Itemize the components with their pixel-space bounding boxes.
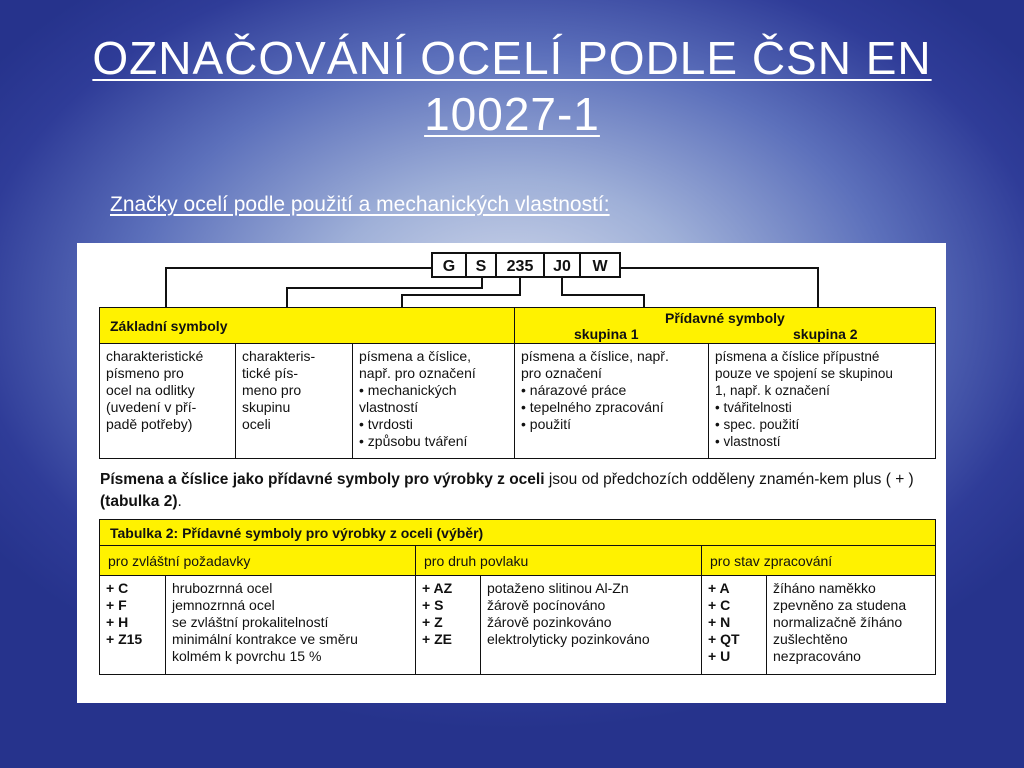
code-box-235: 235 <box>495 252 545 278</box>
table2-header-treatment <box>701 545 936 576</box>
code-box-j0: J0 <box>543 252 581 278</box>
connector-g-v <box>165 267 167 307</box>
table2-title-text: Tabulka 2: Přídavné symboly pro výrobky z oceli (výběr) <box>110 525 484 541</box>
connector-s-h <box>286 287 483 289</box>
note-end: . <box>177 493 182 510</box>
header-special-text: pro zvláštní požadavky <box>108 553 251 569</box>
table2-title <box>99 519 936 546</box>
additional-col-group2: písmena a číslice přípustné pouze ve spojení se skupinou 1, např. k označení • tvářitelnosti • spec. použití • vlastností <box>708 343 936 459</box>
coating-codes: + AZ + S + Z + ZE <box>415 575 481 675</box>
treatment-codes: + A + C + N + QT + U <box>701 575 767 675</box>
connector-j0-h <box>561 294 645 296</box>
treatment-descriptions: žíháno naměkko zpevněno za studena normalizačně žíháno zušlechtěno nezpracováno <box>766 575 936 675</box>
slide-title <box>40 30 984 142</box>
special-descriptions: hrubozrnná ocel jemnozrnná ocel se zvláštní prokalitelností minimální kontrakce ve směru kolmém k povrchu 15 % <box>165 575 416 675</box>
connector-w-v <box>817 267 819 307</box>
code-box-g: G <box>431 252 467 278</box>
steel-designation-figure <box>77 243 946 703</box>
title-line-1: OZNAČOVÁNÍ OCELÍ PODLE ČSN EN <box>92 32 932 84</box>
code-box-s: S <box>465 252 497 278</box>
basic-col-group: charakteris- tické pís- meno pro skupinu oceli <box>235 343 353 459</box>
additional-col-group1: písmena a číslice, např. pro označení • nárazové práce • tepelného zpracování • použití <box>514 343 709 459</box>
connector-j0-v2 <box>643 294 645 307</box>
connector-235-h <box>401 294 521 296</box>
header-treatment-text: pro stav zpracování <box>710 553 833 569</box>
group1-label: skupina 1 <box>574 326 639 342</box>
code-box-w: W <box>579 252 621 278</box>
basic-col-mechanical: písmena a číslice, např. pro označení • mechanických vlastností • tvrdosti • způsobu tváření <box>352 343 515 459</box>
table2-header-special <box>99 545 416 576</box>
slide-subtitle: Značky ocelí podle použití a mechanických vlastností: <box>110 193 610 216</box>
connector-235-v2 <box>401 294 403 307</box>
group2-label: skupina 2 <box>793 326 858 342</box>
note-bold-text: Písmena a číslice jako přídavné symboly pro výrobky z oceli <box>100 471 545 488</box>
table2-header-coating <box>415 545 702 576</box>
header-coating-text: pro druh povlaku <box>424 553 529 569</box>
note-table-ref: (tabulka 2) <box>100 493 178 510</box>
additional-symbols-header <box>514 307 936 344</box>
connector-w-h <box>621 267 819 269</box>
plus-separator-note <box>100 469 940 513</box>
title-line-2: 10027-1 <box>424 88 600 140</box>
coating-descriptions: potaženo slitinou Al-Zn žárově pocínováno žárově pozinkováno elektrolyticky pozinkováno <box>480 575 702 675</box>
additional-symbols-label: Přídavné symboly <box>665 310 785 326</box>
basic-col-casting: charakteristické písmeno pro ocel na odlitky (uvedení v pří- padě potřeby) <box>99 343 236 459</box>
connector-g-h <box>165 267 432 269</box>
basic-symbols-header <box>99 307 515 344</box>
special-codes: + C + F + H + Z15 <box>99 575 166 675</box>
connector-s-v2 <box>286 287 288 307</box>
basic-symbols-label: Základní symboly <box>110 318 228 334</box>
note-text: jsou od předchozích odděleny znamén-kem plus ( + ) <box>544 471 914 488</box>
